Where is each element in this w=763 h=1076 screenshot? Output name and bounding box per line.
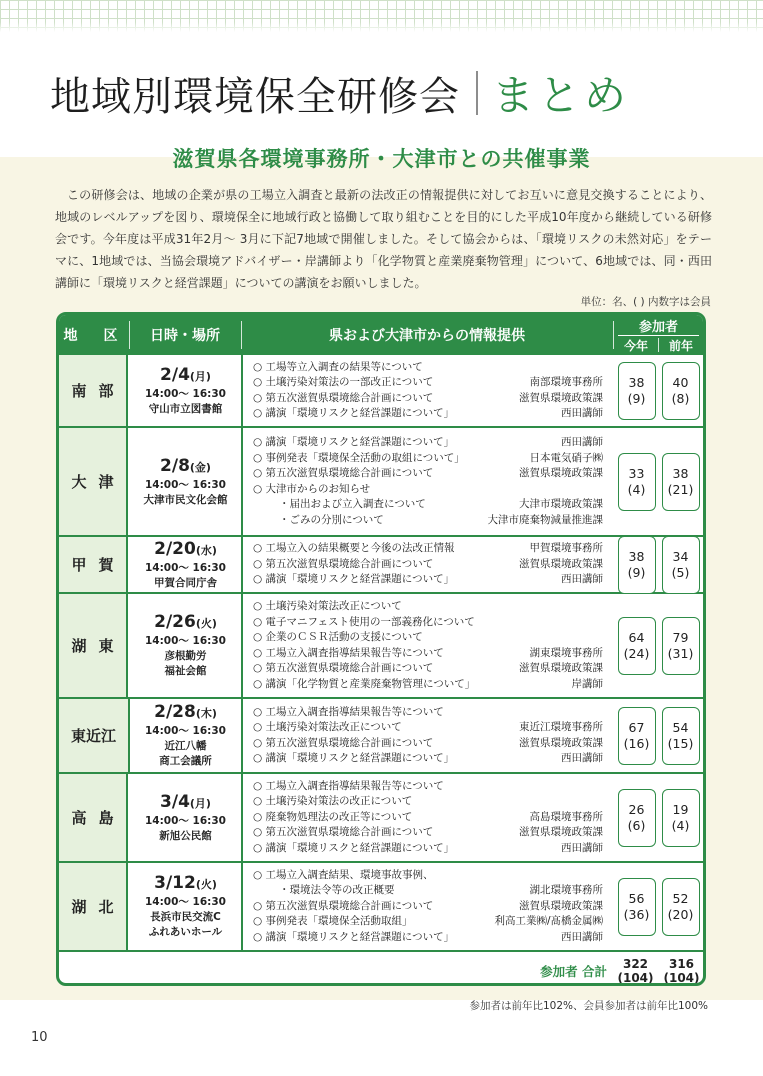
- attendance-cells: [614, 699, 703, 772]
- last-year-count: [662, 789, 700, 847]
- date-value: 2/20: [154, 538, 196, 559]
- info-item: [253, 360, 603, 376]
- info-item-text: ○ 講演「化学物質と産業廃棄物管理について」: [253, 677, 476, 690]
- info-item-org: 高島環境事務所: [529, 810, 603, 823]
- date-line: [154, 539, 217, 561]
- day-of-week: (水): [195, 543, 217, 557]
- info-item-text: ○ 企業のＣＳＲ活動の支援について: [253, 631, 423, 643]
- info-item: [253, 779, 603, 795]
- info-item: [253, 557, 603, 573]
- info-item-org: 西田講師: [561, 407, 603, 419]
- info-item-text: ○ 講演「環境リスクと経営課題について」: [253, 841, 455, 854]
- info-item-text: ○ 電子マニフェスト使用の一部義務化について: [253, 615, 475, 628]
- venue-line: 甲賀合同庁舎: [154, 576, 217, 589]
- this-year-count: [618, 878, 656, 936]
- table-header: [59, 315, 703, 355]
- last-year-total: 52: [672, 890, 689, 906]
- this-year-count: [618, 617, 656, 675]
- this-year-total: 38: [628, 548, 645, 564]
- info-item-org: 甲賀環境事務所: [529, 542, 603, 555]
- venue-line: 福祉会館: [164, 665, 207, 677]
- info-item-text: ○ 廃棄物処理法の改正等について: [253, 810, 413, 823]
- this-year-total: 67: [628, 719, 645, 735]
- time-range: 14:00〜 16:30: [144, 896, 226, 908]
- header-info: 県および大津市からの情報提供: [329, 328, 525, 344]
- info-item: [253, 513, 603, 529]
- time-range: 14:00〜 16:30: [144, 387, 226, 400]
- info-item-text: ○ 第五次滋賀県環境総合計画について: [253, 826, 434, 839]
- info-item: [253, 825, 603, 841]
- info-item: [253, 541, 603, 557]
- this-year-count: [618, 707, 656, 765]
- venue-line: 新旭公民館: [159, 829, 212, 842]
- header-attendance: 参加者: [638, 319, 678, 335]
- info-list: [253, 699, 603, 772]
- info-item-org: 南部環境事務所: [529, 376, 603, 388]
- info-item-text: ○ 講演「環境リスクと経営課題について」: [253, 930, 455, 943]
- region-cell: 南部: [59, 355, 128, 426]
- this-year-total: 56: [628, 890, 645, 906]
- info-item: [253, 466, 603, 482]
- this-year-members: (4): [627, 481, 646, 497]
- info-item-text: ・届出および立入調査について: [279, 498, 426, 510]
- intro-paragraph: [55, 184, 712, 294]
- venue-line: 守山市立図書館: [148, 402, 223, 415]
- venue-line: 彦根勤労: [164, 650, 207, 662]
- page-title-accent: まとめ: [492, 71, 631, 120]
- time-range: 14:00〜 16:30: [144, 478, 226, 491]
- seminar-table: [56, 312, 706, 986]
- venue-line: 長浜市民交流C: [150, 911, 221, 923]
- info-item: [253, 677, 603, 693]
- info-list: [253, 537, 603, 592]
- date-cell: [130, 699, 243, 772]
- date-cell: [130, 774, 243, 861]
- header-this-year: 今年: [623, 338, 648, 353]
- date-cell: [130, 594, 243, 697]
- title-divider: [476, 71, 478, 115]
- last-year-count: [662, 453, 700, 511]
- intro-text: この研修会は、地域の企業が県の工場立入調査と最新の法改正の情報提供に対してお互いに意見交換することにより、地域のレベルアップを図り、環境保全に地域行政と協働して取り組むことを目的にした平成10年度から継続している研修会です。今年度は平成31年2月～ 3月に下記7地域で開催しました。そして協会からは、「環境リスクの未然対応」をテーマに、1地域では、当協会環境アドバイザー・岸講師より「化学物質と産業廃棄物管理」について、6地域では、同・西田講師に「環境リスクと経営課題」についての講演をお願いしました。: [55, 188, 712, 290]
- venue-line: ふれあいホール: [148, 926, 223, 938]
- venue-line: 近江八幡: [164, 740, 207, 752]
- info-item: [253, 810, 603, 826]
- time-range: 14:00〜 16:30: [144, 635, 226, 647]
- info-list: [253, 774, 603, 861]
- total-last-year: [662, 957, 702, 985]
- info-item-text: ○ 第五次滋賀県環境総合計画について: [253, 736, 434, 749]
- page-subtitle: 滋賀県各環境事務所・大津市との共催事業: [172, 147, 591, 171]
- attendance-cells: [614, 537, 703, 592]
- info-item-text: ○ 工場等立入調査の結果等について: [253, 360, 423, 373]
- last-year-members: (5): [671, 564, 690, 580]
- this-year-members: (24): [623, 645, 650, 661]
- info-item: [253, 841, 603, 857]
- info-item: [253, 720, 603, 736]
- info-item: [253, 661, 603, 677]
- info-item-org: 西田講師: [561, 841, 603, 854]
- last-year-members: (21): [667, 481, 694, 497]
- region-cell: 大津: [59, 428, 128, 535]
- info-item-text: ○ 土壌汚染対策法の一部改正について: [253, 376, 434, 388]
- table-row: [59, 428, 703, 537]
- info-item: [253, 406, 603, 422]
- attendance-cells: [614, 774, 703, 861]
- last-year-members: (15): [667, 735, 694, 751]
- this-year-total: 33: [628, 465, 645, 481]
- attendance-cells: [614, 428, 703, 535]
- venue-line: 大津市民文化会館: [143, 493, 228, 506]
- day-of-week: (金): [189, 460, 211, 474]
- info-item: [253, 899, 603, 915]
- info-item: [253, 615, 603, 631]
- info-item-text: ○ 工場立入調査結果、環境事故事例、: [253, 868, 434, 881]
- info-item: [253, 705, 603, 721]
- info-item-org: 大津市廃棄物減量推進課: [487, 513, 603, 526]
- info-list: [253, 863, 603, 950]
- info-item-text: ○ 第五次滋賀県環境総合計画について: [253, 391, 434, 404]
- date-cell: [130, 428, 243, 535]
- header-region: 地 区: [63, 328, 124, 344]
- table-row: [59, 863, 703, 952]
- last-year-members: (31): [667, 645, 694, 661]
- info-item-text: ○ 講演「環境リスクと経営課題について」: [253, 573, 455, 586]
- info-item: [253, 599, 603, 615]
- last-year-total: 54: [672, 719, 689, 735]
- date-value: 3/4: [160, 791, 190, 812]
- info-item-org: 滋賀県環境政策課: [519, 467, 603, 479]
- info-item-text: ○ 第五次滋賀県環境総合計画について: [253, 662, 434, 674]
- info-item-org: 利高工業㈱/髙橋金属㈱: [494, 915, 603, 928]
- last-year-count: [662, 362, 700, 420]
- info-item-text: ○ 事例発表「環境保全活動取組」: [253, 915, 413, 928]
- page-title: [50, 62, 630, 124]
- total-this-year-members: (104): [617, 970, 654, 985]
- this-year-members: (9): [627, 390, 646, 406]
- info-item: [253, 391, 603, 407]
- info-item-text: ○ 土壌汚染対策法改正について: [253, 600, 402, 612]
- info-item-org: 湖北環境事務所: [529, 884, 603, 897]
- info-item-text: ○ 工場立入の結果概要と今後の法改正情報: [253, 542, 455, 555]
- region-cell: 東近江: [59, 699, 130, 772]
- info-item-org: 滋賀県環境政策課: [519, 826, 603, 839]
- grid-pattern-band: [0, 0, 763, 32]
- attendance-cells: [614, 594, 703, 697]
- info-item: [253, 375, 603, 391]
- info-list: [253, 355, 603, 426]
- total-counts: [614, 952, 703, 986]
- header-date: 日時・場所: [150, 328, 220, 344]
- this-year-members: (9): [627, 564, 646, 580]
- info-item-text: ○ 事例発表「環境保全活動の取組について」: [253, 451, 465, 464]
- this-year-members: (36): [623, 906, 650, 922]
- info-item-text: ○ 土壌汚染対策法改正について: [253, 721, 402, 733]
- info-item-org: 日本電気硝子㈱: [529, 451, 603, 464]
- info-item: [253, 794, 603, 810]
- info-item: [253, 482, 603, 498]
- this-year-count: [618, 536, 656, 594]
- info-item: [253, 451, 603, 467]
- info-list: [253, 594, 603, 697]
- header-last-year: 前年: [668, 338, 693, 353]
- last-year-total: 34: [672, 548, 689, 564]
- date-value: 2/26: [154, 612, 196, 632]
- info-item-text: ○ 工場立入調査指導結果報告等について: [253, 705, 444, 718]
- last-year-total: 19: [672, 801, 689, 817]
- date-line: [154, 612, 217, 634]
- region-cell: 高島: [59, 774, 128, 861]
- this-year-members: (6): [627, 817, 646, 833]
- last-year-total: 79: [672, 629, 689, 645]
- this-year-count: [618, 789, 656, 847]
- table-row: [59, 355, 703, 428]
- info-item-org: 岸講師: [571, 677, 603, 690]
- region-cell: 湖北: [59, 863, 128, 950]
- date-value: 3/12: [154, 873, 196, 893]
- day-of-week: (月): [189, 369, 211, 383]
- info-list: [253, 428, 603, 535]
- day-of-week: (火): [195, 878, 217, 891]
- info-item-org: 滋賀県環境政策課: [519, 557, 603, 570]
- this-year-count: [618, 453, 656, 511]
- attendance-cells: [614, 355, 703, 426]
- attendance-cells: [614, 863, 703, 950]
- info-item-text: ○ 工場立入調査指導結果報告等について: [253, 646, 444, 659]
- info-item-text: ○ 講演「環境リスクと経営課題について」: [253, 752, 455, 764]
- page-number: 10: [31, 1030, 48, 1045]
- total-last-year-value: 316: [668, 956, 695, 971]
- date-value: 2/4: [160, 364, 190, 385]
- date-line: [160, 365, 211, 387]
- info-item: [253, 868, 603, 884]
- date-value: 2/28: [154, 702, 196, 722]
- info-item-org: 滋賀県環境政策課: [519, 662, 603, 674]
- last-year-members: (4): [671, 817, 690, 833]
- info-item-org: 西田講師: [561, 573, 603, 586]
- info-item: [253, 646, 603, 662]
- date-line: [154, 702, 217, 724]
- date-line: [154, 873, 217, 895]
- last-year-total: 40: [672, 374, 689, 390]
- info-item: [253, 497, 603, 513]
- date-cell: [130, 355, 243, 426]
- venue-line: 商工会議所: [159, 755, 212, 767]
- time-range: 14:00〜 16:30: [144, 725, 226, 737]
- table-row: [59, 699, 703, 774]
- info-item-org: 西田講師: [561, 436, 603, 448]
- this-year-total: 26: [628, 801, 645, 817]
- this-year-count: [618, 362, 656, 420]
- total-this-year-value: 322: [622, 956, 649, 971]
- info-item-text: ○ 第五次滋賀県環境総合計画について: [253, 899, 434, 912]
- this-year-members: (16): [623, 735, 650, 751]
- info-item-org: 滋賀県環境政策課: [519, 899, 603, 912]
- info-item: [253, 630, 603, 646]
- last-year-count: [662, 617, 700, 675]
- info-item: [253, 930, 603, 946]
- region-cell: 湖東: [59, 594, 128, 697]
- info-item-text: ○ 第五次滋賀県環境総合計画について: [253, 467, 434, 479]
- day-of-week: (月): [189, 796, 211, 810]
- info-item-org: 滋賀県環境政策課: [519, 391, 603, 404]
- info-item-org: 東近江環境事務所: [519, 721, 603, 733]
- info-item-text: ○ 土壌汚染対策法の改正について: [253, 795, 413, 808]
- date-value: 2/8: [160, 455, 190, 476]
- day-of-week: (火): [195, 617, 217, 630]
- date-line: [160, 792, 211, 814]
- info-item-text: ・ごみの分別について: [279, 513, 384, 526]
- last-year-members: (20): [667, 906, 694, 922]
- info-item: [253, 751, 603, 767]
- region-cell: 甲賀: [59, 537, 128, 592]
- table-row: [59, 537, 703, 594]
- info-item: [253, 914, 603, 930]
- page-title-main: 地域別環境保全研修会: [50, 73, 460, 120]
- last-year-members: (8): [671, 390, 690, 406]
- info-item-text: ○ 大津市からのお知らせ: [253, 482, 371, 495]
- info-item-text: ○ 第五次滋賀県環境総合計画について: [253, 557, 434, 570]
- info-item-org: 西田講師: [561, 752, 603, 764]
- info-item: [253, 883, 603, 899]
- footnote: 参加者は前年比102%、会員参加者は前年比100%: [469, 1000, 708, 1012]
- time-range: 14:00〜 16:30: [144, 814, 226, 827]
- info-item-org: 滋賀県環境政策課: [519, 736, 603, 749]
- last-year-count: [662, 707, 700, 765]
- this-year-total: 64: [628, 629, 645, 645]
- info-item-org: 湖東環境事務所: [529, 646, 603, 659]
- info-item-text: ○ 講演「環境リスクと経営課題について」: [253, 407, 455, 419]
- info-item-org: 西田講師: [561, 930, 603, 943]
- info-item-text: ○ 工場立入調査指導結果報告等について: [253, 779, 444, 792]
- last-year-total: 38: [672, 465, 689, 481]
- unit-note: 単位：名、( ) 内数字は会員: [580, 296, 711, 308]
- date-cell: [130, 537, 243, 592]
- total-label: 参加者 合計: [540, 963, 607, 979]
- date-cell: [130, 863, 243, 950]
- info-item-text: ・環境法令等の改正概要: [279, 884, 395, 897]
- date-line: [160, 456, 211, 478]
- last-year-count: [662, 878, 700, 936]
- total-last-year-members: (104): [663, 970, 700, 985]
- last-year-count: [662, 536, 700, 594]
- info-item-text: ○ 講演「環境リスクと経営課題について」: [253, 436, 455, 448]
- info-item: [253, 572, 603, 588]
- day-of-week: (木): [195, 707, 217, 720]
- info-item-org: 大津市環境政策課: [519, 498, 603, 510]
- table-row: [59, 774, 703, 863]
- total-this-year: [616, 957, 656, 985]
- table-row: [59, 594, 703, 699]
- time-range: 14:00〜 16:30: [144, 561, 226, 574]
- info-item: [253, 736, 603, 752]
- this-year-total: 38: [628, 374, 645, 390]
- info-item: [253, 435, 603, 451]
- total-row: [59, 952, 703, 986]
